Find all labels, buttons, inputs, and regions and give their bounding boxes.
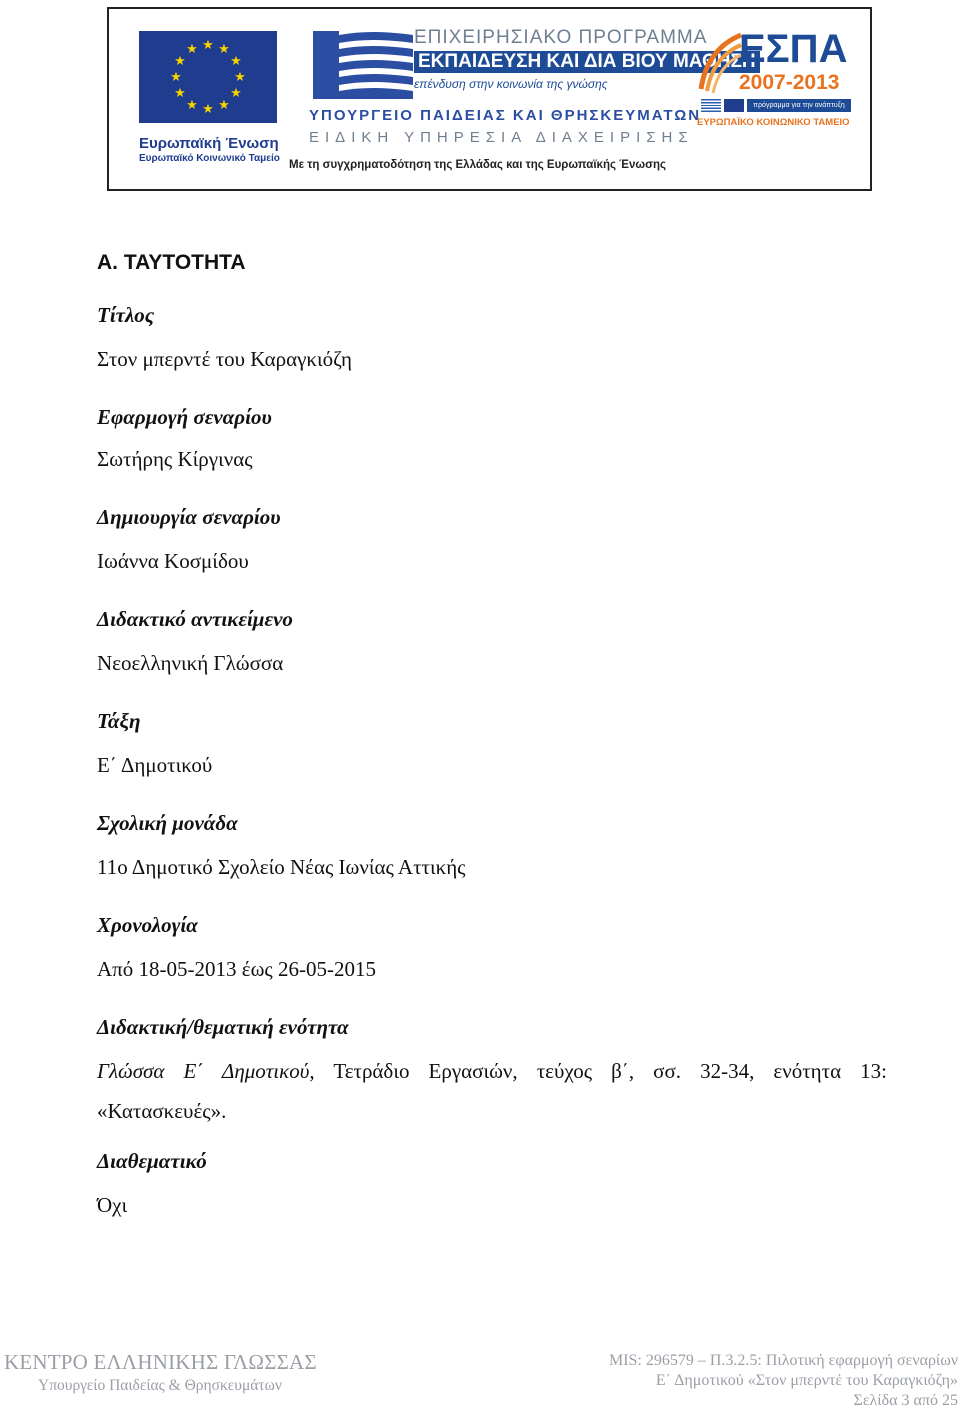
- program-title-line2: ΕΚΠΑΙΔΕΥΣΗ ΚΑΙ ΔΙΑ ΒΙΟΥ ΜΑΘΗΣΗ: [414, 51, 760, 73]
- svg-text:★: ★: [186, 41, 198, 56]
- eu-name: Ευρωπαϊκή Ένωση: [139, 135, 279, 152]
- unit-value-line2: «Κατασκευές».: [97, 1099, 227, 1123]
- eu-logo: [139, 31, 279, 164]
- unit-details: , Τετράδιο Εργασιών, τεύχος β΄, σσ. 32-34, ενότητα 13:: [309, 1059, 887, 1083]
- section-title: Α. ΤΑΥΤΟΤΗΤΑ: [97, 251, 246, 274]
- svg-text:★: ★: [202, 37, 214, 52]
- unit-label: Διδακτική/θεματική ενότητα: [97, 1015, 349, 1039]
- svg-text:★: ★: [234, 69, 246, 84]
- subject-label: Διδακτικό αντικείμενο: [97, 607, 293, 631]
- school-label: Σχολική μονάδα: [97, 811, 238, 835]
- crosscurricular-label: Διαθεματικό: [97, 1149, 207, 1173]
- footer-mis: MIS: 296579 – Π.3.2.5: Πιλοτική εφαρμογή σεναρίων: [608, 1352, 958, 1369]
- svg-text:★: ★: [186, 97, 198, 112]
- espa-years: 2007-2013: [739, 71, 840, 94]
- svg-text:★: ★: [174, 85, 186, 100]
- espa-bar: πρόγραμμα για την ανάπτυξη: [747, 99, 851, 112]
- school-value: 11ο Δημοτικό Σχολείο Νέας Ιωνίας Αττικής: [97, 855, 466, 879]
- unit-value: [97, 1057, 887, 1085]
- footer-ministry: Υπουργείο Παιδείας & Θρησκευμάτων: [38, 1377, 282, 1394]
- espa-logo: [697, 29, 857, 128]
- unit-book-title: Γλώσσα Ε΄ Δημοτικού: [97, 1059, 310, 1083]
- espa-title: ΕΣΠΑ: [739, 27, 848, 71]
- svg-text:★: ★: [218, 41, 230, 56]
- date-label: Χρονολογία: [97, 913, 198, 937]
- footer-info: [609, 1351, 958, 1411]
- management-authority: ΕΙΔΙΚΗ ΥΠΗΡΕΣΙΑ ΔΙΑΧΕΙΡΙΣΗΣ: [309, 129, 694, 146]
- cofunding-statement: Με τη συγχρηματοδότηση της Ελλάδας και της Ευρωπαϊκής Ένωσης: [289, 159, 666, 171]
- eu-fund-name: Ευρωπαϊκό Κοινωνικό Ταμείο: [139, 153, 280, 164]
- title-label: Τίτλος: [97, 303, 155, 327]
- footer-organization: ΚΕΝΤΡΟ ΕΛΛΗΝΙΚΗΣ ΓΛΩΣΣΑΣ: [4, 1350, 317, 1374]
- program-book-icon: [309, 29, 419, 101]
- identity-section: [97, 247, 887, 1219]
- footer-scenario: Ε΄ Δημοτικού «Στον μπερντέ του Καραγκιόζη»: [655, 1372, 958, 1389]
- class-value: Ε΄ Δημοτικού: [97, 753, 213, 777]
- footer-page-number: Σελίδα 3 από 25: [853, 1392, 958, 1409]
- greek-flag-icon: [701, 99, 721, 112]
- creation-label: Δημιουργία σεναρίου: [97, 505, 281, 529]
- program-slogan: επένδυση στην κοινωνία της γνώσης: [414, 77, 608, 91]
- header-banner: [107, 7, 872, 191]
- espa-swoosh-icon: [697, 29, 745, 99]
- svg-text:★: ★: [230, 85, 242, 100]
- class-label: Τάξη: [97, 709, 141, 733]
- creation-value: Ιωάννα Κοσμίδου: [97, 549, 249, 573]
- subject-value: Νεοελληνική Γλώσσα: [97, 651, 284, 675]
- svg-text:★: ★: [174, 53, 186, 68]
- eu-flag-icon: [139, 31, 277, 123]
- application-value: Σωτήρης Κίργινας: [97, 447, 253, 471]
- title-value: Στον μπερντέ του Καραγκιόζη: [97, 347, 353, 371]
- program-title-line1: ΕΠΙΧΕΙΡΗΣΙΑΚΟ ΠΡΟΓΡΑΜΜΑ: [414, 27, 708, 48]
- crosscurricular-value: Όχι: [97, 1193, 128, 1217]
- espa-fund-name: ΕΥΡΩΠΑΪΚΟ ΚΟΙΝΩΝΙΚΟ ΤΑΜΕΙΟ: [697, 117, 850, 128]
- application-label: Εφαρμογή σεναρίου: [97, 405, 272, 429]
- svg-text:★: ★: [202, 101, 214, 116]
- date-value: Από 18-05-2013 έως 26-05-2015: [97, 957, 376, 981]
- svg-text:★: ★: [230, 53, 242, 68]
- eu-mini-flag-icon: [724, 99, 744, 112]
- svg-text:★: ★: [218, 97, 230, 112]
- svg-text:★: ★: [170, 69, 182, 84]
- ministry-name: ΥΠΟΥΡΓΕΙΟ ΠΑΙΔΕΙΑΣ ΚΑΙ ΘΡΗΣΚΕΥΜΑΤΩΝ: [309, 107, 702, 124]
